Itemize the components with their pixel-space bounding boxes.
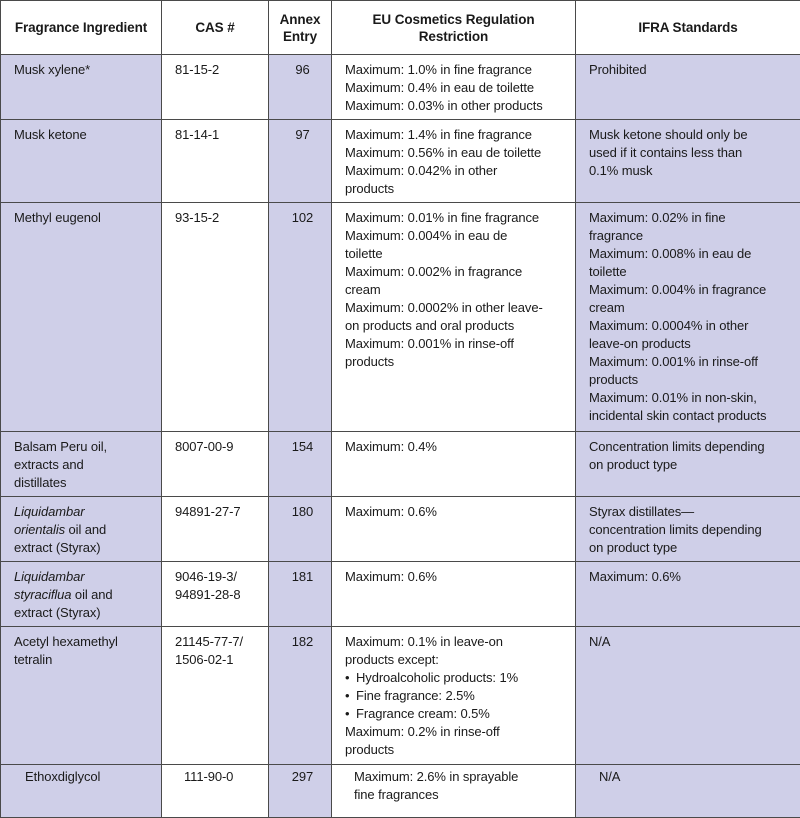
ingredient-name: extracts and [14, 456, 84, 472]
cell-ingredient [1, 55, 162, 120]
ingredient-name [14, 521, 153, 539]
ingredient-name: distillates [14, 474, 67, 490]
eu-line: Maximum: 0.56% in eau de toilette [345, 145, 542, 161]
cell-eu [332, 55, 576, 120]
ingredient-name: Ethoxdiglycol [25, 768, 101, 784]
ingredient-name: Musk ketone [14, 127, 87, 143]
annex-entry: 154 [291, 438, 314, 454]
cell-ifra [576, 431, 800, 496]
ifra-line: fragrance [589, 228, 644, 244]
ingredient-genus: Liquidambar [14, 504, 85, 520]
cell-cas [162, 627, 269, 764]
cas-number: 94891-27-7 [175, 504, 241, 520]
cell-eu [332, 627, 576, 764]
ifra-line: on product type [589, 456, 678, 472]
ifra-line: Maximum: 0.02% in fine [589, 210, 726, 226]
ifra-line: cream [589, 300, 625, 316]
annex-entry: 297 [291, 768, 314, 784]
bullet-icon: • [345, 706, 350, 722]
ingredient-species: orientalis [14, 522, 66, 538]
ingredient-name [14, 503, 153, 521]
eu-line: products [345, 354, 395, 370]
cell-ifra [576, 562, 800, 627]
annex-entry: 181 [291, 569, 314, 585]
table-row [1, 497, 800, 562]
annex-entry: 102 [291, 210, 314, 226]
cas-number: 9046-19-3/ [175, 569, 237, 585]
bullet-icon: • [345, 688, 350, 704]
eu-line: products except: [345, 652, 439, 668]
header-ingredient: Fragrance Ingredient [1, 1, 162, 55]
eu-line: Maximum: 0.1% in leave-on [345, 634, 503, 650]
table-row [1, 764, 800, 817]
eu-line: Maximum: 0.002% in fragrance [345, 264, 523, 280]
cell-annex [269, 55, 332, 120]
cell-ifra [576, 497, 800, 562]
header-cas: CAS # [162, 1, 269, 55]
cas-number: 111-90-0 [184, 768, 234, 784]
eu-line: Maximum: 0.0002% in other leave- [345, 300, 543, 316]
cell-eu [332, 203, 576, 432]
cell-ifra [576, 627, 800, 764]
cell-cas [162, 562, 269, 627]
cell-annex [269, 562, 332, 627]
cas-number: 81-15-2 [175, 62, 220, 77]
cell-ingredient [1, 497, 162, 562]
cell-annex [269, 431, 332, 496]
cell-cas [162, 55, 269, 120]
ifra-line: 0.1% musk [589, 163, 653, 179]
cell-ifra [576, 120, 800, 203]
ifra-line: Maximum: 0.001% in rinse-off [589, 354, 758, 370]
ifra-line: Prohibited [589, 62, 647, 77]
ifra-line: Maximum: 0.01% in non-skin, [589, 390, 757, 406]
ifra-line: on product type [589, 540, 678, 556]
cell-ingredient [1, 627, 162, 764]
cell-annex [269, 764, 332, 817]
eu-bullet-text: Fragrance cream: 0.5% [356, 706, 490, 722]
cell-cas [162, 764, 269, 817]
ingredient-name: Acetyl hexamethyl [14, 634, 118, 650]
ifra-line: incidental skin contact products [589, 408, 767, 424]
ifra-line: toilette [589, 264, 627, 280]
ingredient-species: styraciflua [14, 587, 72, 603]
eu-line: products [345, 742, 395, 758]
header-eu: EU Cosmetics Regulation Restriction [332, 1, 576, 55]
ifra-line: Maximum: 0.6% [589, 569, 681, 585]
header-row [1, 1, 800, 55]
cas-number: 8007-00-9 [175, 438, 234, 454]
ifra-line: used if it contains less than [589, 145, 743, 161]
cell-eu [332, 431, 576, 496]
eu-line: Maximum: 0.6% [345, 569, 437, 585]
eu-line: Maximum: 0.042% in other [345, 163, 498, 179]
header-annex [269, 1, 332, 55]
cell-ingredient [1, 562, 162, 627]
table-row [1, 120, 800, 203]
header-ifra: IFRA Standards [576, 1, 800, 55]
eu-line: Maximum: 1.4% in fine fragrance [345, 127, 532, 143]
ifra-line: Styrax distillates— [589, 504, 695, 520]
annex-entry: 182 [291, 634, 314, 650]
ifra-line: Concentration limits depending [589, 438, 765, 454]
annex-entry: 97 [295, 127, 310, 143]
bullet-icon: • [345, 670, 350, 686]
ifra-line: Maximum: 0.004% in fragrance [589, 282, 767, 298]
ifra-line: Maximum: 0.008% in eau de [589, 246, 752, 262]
eu-line: Maximum: 0.001% in rinse-off [345, 336, 514, 352]
ifra-line: Maximum: 0.0004% in other [589, 318, 749, 334]
ingredient-name: Musk xylene* [14, 62, 91, 77]
ingredient-name: Methyl eugenol [14, 210, 101, 226]
cell-annex [269, 497, 332, 562]
cell-eu [332, 764, 576, 817]
table-row [1, 55, 800, 120]
eu-line: fine fragrances [354, 786, 439, 802]
cell-eu [332, 120, 576, 203]
ifra-line: N/A [589, 634, 611, 650]
eu-line: Maximum: 1.0% in fine fragrance [345, 62, 532, 77]
eu-line: Maximum: 0.6% [345, 504, 437, 520]
cell-cas [162, 497, 269, 562]
ifra-line: Musk ketone should only be [589, 127, 748, 143]
ifra-line: leave-on products [589, 336, 691, 352]
eu-line: Maximum: 0.4% in eau de toilette [345, 80, 535, 95]
eu-line: toilette [345, 246, 383, 262]
eu-line: Maximum: 0.004% in eau de [345, 228, 508, 244]
annex-entry: 180 [291, 504, 314, 520]
cell-cas [162, 120, 269, 203]
ingredient-name: Balsam Peru oil, [14, 438, 108, 454]
eu-line: products [345, 181, 395, 197]
header-annex-text: Annex Entry [279, 11, 321, 44]
ingredient-name: extract (Styrax) [14, 605, 101, 621]
cell-ifra [576, 55, 800, 120]
cell-annex [269, 120, 332, 203]
cell-ingredient [1, 431, 162, 496]
eu-line: on products and oral products [345, 318, 515, 334]
eu-bullet-item [345, 705, 567, 723]
ingredient-name: tetralin [14, 652, 53, 668]
table-row [1, 627, 800, 764]
cell-ifra [576, 764, 800, 817]
cas-number: 21145-77-7/ [175, 634, 244, 650]
ingredient-name [14, 586, 153, 604]
cas-number: 1506-02-1 [175, 652, 234, 668]
eu-bullet-text: Hydroalcoholic products: 1% [356, 670, 519, 686]
cell-cas [162, 431, 269, 496]
cas-number: 81-14-1 [175, 127, 220, 143]
eu-line: Maximum: 2.6% in sprayable [354, 768, 519, 784]
eu-line: cream [345, 282, 381, 298]
annex-entry: 96 [295, 62, 310, 77]
cell-eu [332, 497, 576, 562]
cell-cas [162, 203, 269, 432]
ingredient-suffix: oil and [65, 522, 107, 538]
ifra-line: N/A [599, 768, 621, 784]
cell-annex [269, 203, 332, 432]
eu-bullet-text: Fine fragrance: 2.5% [356, 688, 475, 704]
eu-line: Maximum: 0.4% [345, 438, 437, 454]
eu-line: Maximum: 0.2% in rinse-off [345, 724, 500, 740]
table-row [1, 562, 800, 627]
cas-number: 94891-28-8 [175, 587, 241, 603]
cell-annex [269, 627, 332, 764]
ingredient-name: extract (Styrax) [14, 540, 101, 556]
table-row [1, 431, 800, 496]
eu-line: Maximum: 0.01% in fine fragrance [345, 210, 540, 226]
ifra-line: products [589, 372, 639, 388]
cas-number: 93-15-2 [175, 210, 220, 226]
ingredient-suffix: oil and [71, 587, 113, 603]
cell-ifra [576, 203, 800, 432]
table-row [1, 203, 800, 432]
eu-bullet-item [345, 669, 567, 687]
ifra-line: concentration limits depending [589, 522, 762, 538]
cell-ingredient [1, 764, 162, 817]
cell-eu [332, 562, 576, 627]
ingredient-name [14, 568, 153, 586]
eu-bullet-item [345, 687, 567, 705]
eu-line: Maximum: 0.03% in other products [345, 98, 543, 113]
ingredient-genus: Liquidambar [14, 569, 85, 585]
cell-ingredient [1, 120, 162, 203]
cell-ingredient [1, 203, 162, 432]
